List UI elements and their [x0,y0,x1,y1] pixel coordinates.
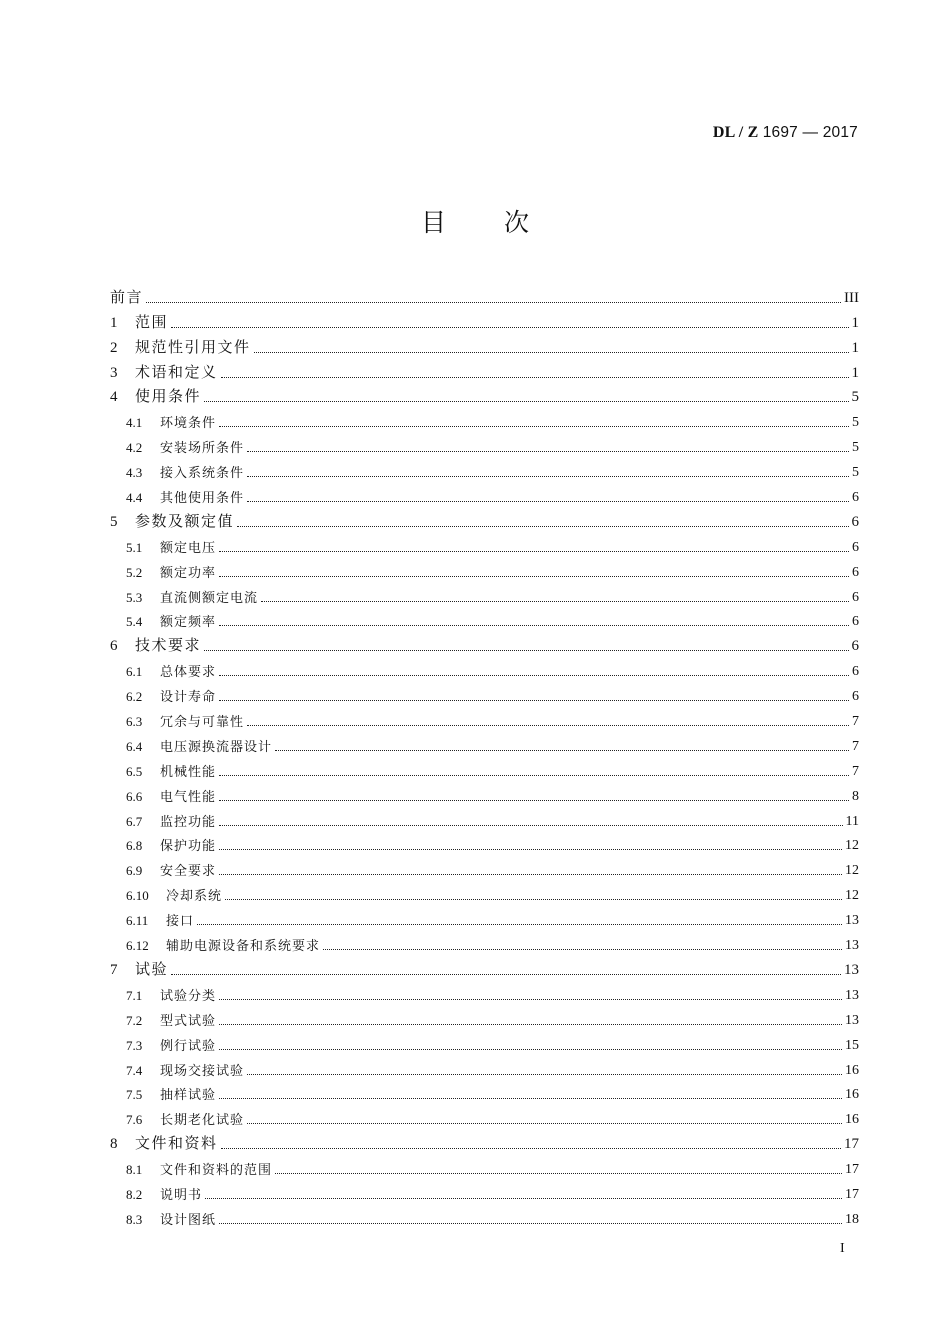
toc-entry-page: 5 [852,465,859,481]
toc-title-char-1: 目 [420,208,446,237]
dot-leader [219,675,849,676]
toc-entry-page: 6 [851,513,859,530]
dot-leader [247,1123,842,1124]
dot-leader [261,601,849,602]
toc-entry-page: 6 [852,490,859,506]
toc-entry-page: 7 [852,763,859,779]
page-number: I [840,1241,845,1256]
toc-entry-page: 12 [845,863,859,879]
toc-entry-page: 6 [851,638,859,655]
toc-entry-label: 文件和资料的范围 [160,1163,273,1179]
toc-entry-label: 辅助电源设备和系统要求 [166,939,321,955]
dot-leader [219,551,849,552]
dot-leader [219,775,849,776]
toc-entry-label: 额定频率 [160,615,217,631]
toc-entry[interactable] [110,805,859,830]
toc-entry-number: 7.4 [126,1062,143,1078]
toc-entry-label: 型式试验 [160,1013,217,1029]
toc-entry-page: 16 [845,1112,859,1128]
toc-entry-number: 4.2 [126,440,143,456]
toc-entry-page: 6 [852,664,859,680]
toc-entry-label: 额定电压 [160,540,217,556]
toc-entry-number: 7.5 [126,1087,143,1103]
toc-entry[interactable] [110,780,859,805]
dot-leader [219,874,842,875]
toc-entry-page: 17 [844,1136,859,1153]
toc-entry[interactable] [110,481,859,506]
toc-entry-label: 使用条件 [135,387,202,406]
toc-entry[interactable] [110,1178,859,1203]
toc-entry-number: 8.1 [126,1162,143,1178]
toc-entry-page: 7 [852,738,859,754]
dot-leader [323,949,842,950]
dot-leader [254,352,849,353]
toc-entry-number: 6 [110,638,118,655]
toc-entry[interactable] [110,1054,859,1079]
toc-entry-number: 7 [110,961,118,978]
toc-entry-page: 12 [845,888,859,904]
toc-entry[interactable] [110,630,859,655]
toc-entry-label: 现场交接试验 [160,1063,245,1079]
toc-entry[interactable] [110,456,859,481]
toc-entry[interactable] [110,1079,859,1104]
toc-entry[interactable] [110,854,859,879]
toc-entry[interactable] [110,431,859,456]
dot-leader [146,302,841,303]
toc-entry-page: 16 [845,1062,859,1078]
table-of-contents [110,282,859,1228]
toc-entry-label: 范围 [135,312,169,331]
dot-leader [275,750,849,751]
toc-title-char-2: 次 [504,208,530,237]
toc-entry-number: 5.3 [126,589,143,605]
toc-entry-label: 前言 [110,287,144,306]
dot-leader [237,526,848,527]
dot-leader [219,849,842,850]
toc-entry-page: 5 [851,389,859,406]
toc-entry-page: 7 [852,714,859,730]
toc-title [0,203,950,239]
toc-entry-page: 1 [851,364,859,381]
toc-entry[interactable] [110,830,859,855]
dot-leader [219,426,849,427]
toc-entry-label: 设计图纸 [160,1212,217,1228]
dot-leader [247,725,849,726]
dot-leader [219,1049,842,1050]
toc-entry-page: 13 [844,961,859,978]
dot-leader [247,501,849,502]
toc-entry-number: 4.3 [126,465,143,481]
dot-leader [204,650,848,651]
toc-entry[interactable] [110,1029,859,1054]
toc-entry-label: 试验分类 [160,988,217,1004]
toc-entry-number: 4.1 [126,415,143,431]
toc-entry-page: 17 [845,1186,859,1202]
toc-entry-label: 文件和资料 [135,1134,218,1153]
toc-entry-page: 1 [851,314,859,331]
toc-entry-number: 6.6 [126,788,143,804]
toc-entry-page: 17 [845,1162,859,1178]
toc-entry[interactable] [110,606,859,631]
dot-leader [219,1223,842,1224]
toc-entry-page: 5 [852,440,859,456]
toc-entry-number: 6.7 [126,813,143,829]
toc-entry-page: 13 [845,987,859,1003]
toc-entry-number: 8.3 [126,1211,143,1227]
toc-entry-number: 5 [110,513,118,530]
toc-entry-page: 6 [852,564,859,580]
toc-entry[interactable] [110,954,859,979]
dot-leader [221,377,849,378]
toc-entry-number: 6.3 [126,714,143,730]
toc-entry-label: 接口 [166,914,195,930]
toc-entry-label: 例行试验 [160,1038,217,1054]
toc-entry-number: 7.6 [126,1112,143,1128]
toc-entry-label: 其他使用条件 [160,491,245,507]
dot-leader [197,924,842,925]
toc-entry-label: 冗余与可靠性 [160,715,245,731]
toc-entry-label: 保护功能 [160,839,217,855]
dot-leader [247,476,849,477]
toc-entry[interactable] [110,1203,859,1228]
toc-entry-number: 8 [110,1136,118,1153]
document-code [713,124,858,142]
toc-entry[interactable] [110,1128,859,1153]
toc-entry-label: 机械性能 [160,764,217,780]
toc-entry[interactable] [110,730,859,755]
toc-entry[interactable] [110,556,859,581]
dot-leader [219,700,849,701]
toc-entry-number: 5.1 [126,539,143,555]
toc-entry-number: 7.1 [126,987,143,1003]
toc-entry-label: 试验 [135,959,169,978]
toc-entry-page: 11 [845,813,859,829]
toc-entry-label: 电压源换流器设计 [160,739,273,755]
dot-leader [171,974,841,975]
toc-entry-number: 5.4 [126,614,143,630]
toc-entry-number: 6.11 [126,913,149,929]
dot-leader [219,800,849,801]
dot-leader [247,451,849,452]
toc-entry[interactable] [110,332,859,357]
toc-entry-label: 安全要求 [160,864,217,880]
toc-entry[interactable] [110,307,859,332]
toc-entry[interactable] [110,1153,859,1178]
toc-entry-label: 规范性引用文件 [135,337,251,356]
toc-entry-page: 1 [851,339,859,356]
toc-entry-label: 冷却系统 [166,889,223,905]
toc-entry-page: III [844,289,859,306]
dot-leader [171,327,848,328]
toc-entry-page: 13 [845,938,859,954]
toc-entry-number: 5.2 [126,564,143,580]
toc-entry-label: 说明书 [160,1187,203,1203]
toc-entry-page: 5 [852,415,859,431]
dot-leader [219,825,843,826]
toc-entry-label: 接入系统条件 [160,466,245,482]
toc-entry-number: 3 [110,364,118,381]
toc-entry-page: 6 [852,539,859,555]
toc-entry[interactable] [110,979,859,1004]
toc-entry-number: 6.8 [126,838,143,854]
dot-leader [219,625,849,626]
toc-entry-number: 6.2 [126,689,143,705]
toc-entry-number: 6.4 [126,738,143,754]
toc-entry-label: 术语和定义 [135,362,218,381]
toc-entry[interactable] [110,581,859,606]
dot-leader [219,1024,842,1025]
toc-entry-number: 1 [110,314,118,331]
document-code-number: 1697 — 2017 [762,124,858,141]
toc-entry-number: 6.12 [126,938,149,954]
dot-leader [275,1173,842,1174]
toc-entry[interactable] [110,655,859,680]
toc-entry-page: 15 [845,1037,859,1053]
toc-entry-number: 4.4 [126,490,143,506]
toc-entry[interactable] [110,705,859,730]
toc-entry[interactable] [110,755,859,780]
toc-entry-label: 安装场所条件 [160,441,245,457]
toc-entry-page: 6 [852,689,859,705]
toc-entry-number: 6.10 [126,888,149,904]
toc-entry-page: 6 [852,614,859,630]
toc-entry-label: 参数及额定值 [135,511,235,530]
toc-entry-label: 抽样试验 [160,1088,217,1104]
toc-entry-label: 监控功能 [160,814,217,830]
dot-leader [219,576,849,577]
toc-entry-label: 直流侧额定电流 [160,590,259,606]
toc-entry-page: 8 [852,788,859,804]
toc-entry-page: 18 [845,1211,859,1227]
toc-entry-number: 7.2 [126,1012,143,1028]
toc-entry[interactable] [110,1103,859,1128]
toc-entry-number: 8.2 [126,1186,143,1202]
document-code-prefix: DL / Z [712,124,763,141]
toc-entry-label: 额定功率 [160,565,217,581]
dot-leader [247,1074,842,1075]
toc-entry-number: 6.9 [126,863,143,879]
toc-entry-label: 技术要求 [135,636,202,655]
toc-entry-label: 环境条件 [160,416,217,432]
toc-entry-label: 长期老化试验 [160,1113,245,1129]
toc-entry-label: 总体要求 [160,665,217,681]
dot-leader [219,999,842,1000]
toc-entry[interactable] [110,382,859,407]
toc-entry-label: 设计寿命 [160,690,217,706]
toc-entry[interactable] [110,282,859,307]
dot-leader [225,899,842,900]
toc-entry-number: 6.1 [126,664,143,680]
dot-leader [219,1098,842,1099]
dot-leader [204,401,848,402]
toc-entry[interactable] [110,680,859,705]
toc-entry-number: 7.3 [126,1037,143,1053]
dot-leader [205,1198,842,1199]
toc-entry[interactable] [110,531,859,556]
toc-entry-page: 6 [852,589,859,605]
toc-entry[interactable] [110,879,859,904]
toc-entry-number: 2 [110,339,118,356]
toc-entry[interactable] [110,1004,859,1029]
toc-entry[interactable] [110,904,859,929]
toc-entry[interactable] [110,406,859,431]
toc-entry-page: 16 [845,1087,859,1103]
toc-entry[interactable] [110,357,859,382]
toc-entry-page: 13 [845,1012,859,1028]
toc-entry-number: 6.5 [126,763,143,779]
toc-entry[interactable] [110,929,859,954]
dot-leader [221,1148,841,1149]
toc-entry[interactable] [110,506,859,531]
toc-entry-page: 13 [845,913,859,929]
toc-entry-page: 12 [845,838,859,854]
toc-entry-label: 电气性能 [160,789,217,805]
toc-entry-number: 4 [110,389,118,406]
